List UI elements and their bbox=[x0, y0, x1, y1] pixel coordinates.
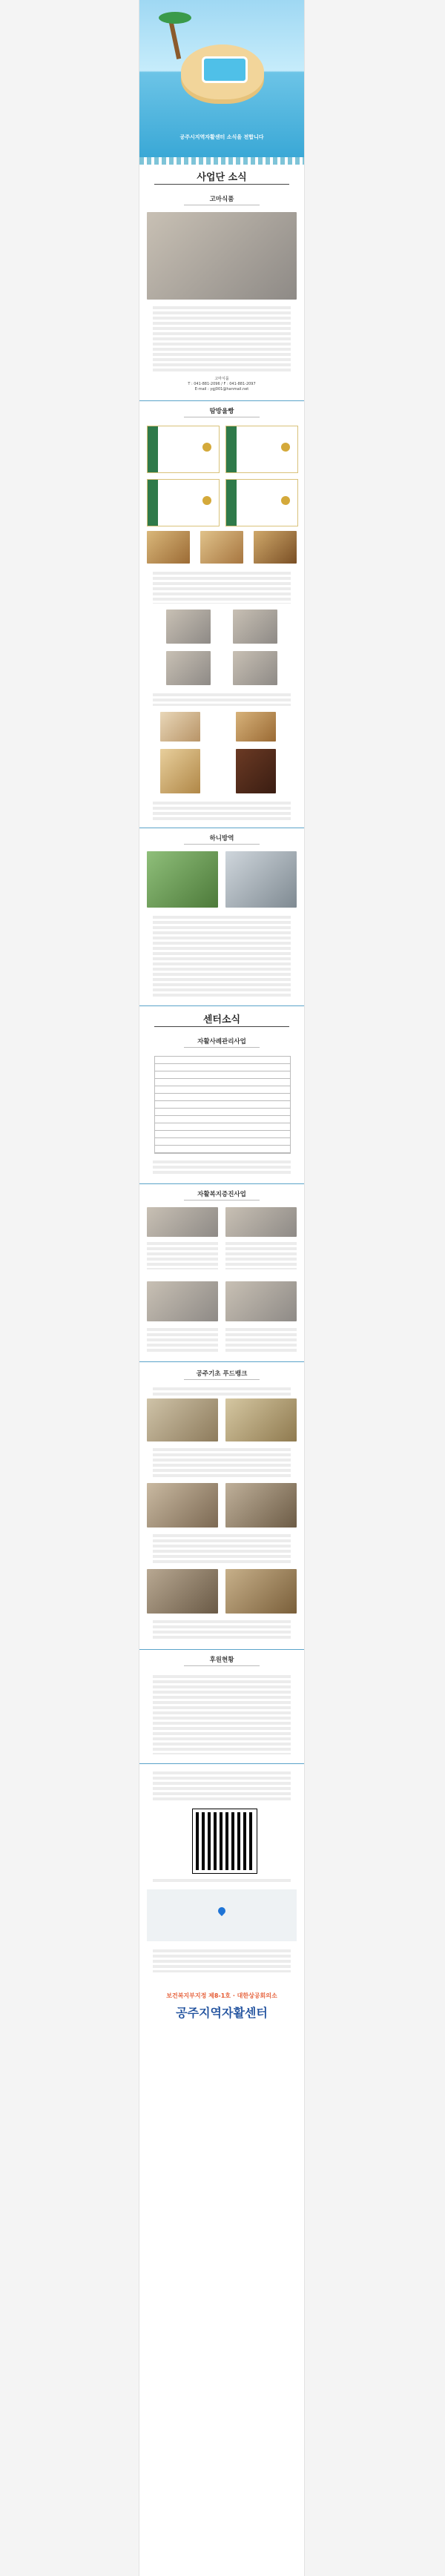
subsection-title-gomasikpum: 고마식품 bbox=[209, 196, 234, 203]
hanibang-body-text bbox=[153, 914, 291, 997]
product-photo bbox=[236, 749, 276, 793]
foodbank-body-text bbox=[153, 1532, 291, 1565]
gomasikpum-body-text bbox=[153, 304, 291, 372]
welfare-program-photo bbox=[147, 1207, 218, 1237]
map-pin-icon bbox=[217, 1906, 227, 1916]
palm-leaf-icon bbox=[159, 12, 191, 24]
foodbank-body-text bbox=[153, 1618, 291, 1640]
bread-product-photo bbox=[200, 531, 243, 564]
subsection-title-sponsor: 후원현황 bbox=[209, 1657, 234, 1664]
welfare-program-photo bbox=[225, 1281, 297, 1321]
section-title-center-news: 센터소식 bbox=[202, 1014, 241, 1026]
certificate-image bbox=[225, 426, 298, 473]
subsection-title-jahwal-welfare: 자활복지증진사업 bbox=[197, 1191, 246, 1198]
gomasikpum-contact-tel: T : 041-881-2096 / F : 041-881-2097 bbox=[188, 382, 256, 386]
welfare-program-caption bbox=[225, 1326, 297, 1353]
subsection-underline bbox=[184, 844, 260, 845]
foodbank-caption bbox=[153, 1385, 291, 1396]
foodbank-photo bbox=[147, 1398, 218, 1441]
product-photo bbox=[160, 712, 200, 742]
product-photo bbox=[236, 712, 276, 742]
sponsor-body-text bbox=[153, 1673, 291, 1754]
ttambangul-contact-text bbox=[153, 799, 291, 820]
foodbank-photo bbox=[225, 1398, 297, 1441]
section-separator bbox=[139, 1649, 304, 1650]
section-separator bbox=[139, 1361, 304, 1362]
ttambangul-body-text bbox=[153, 569, 291, 604]
hanibang-photo bbox=[225, 851, 297, 908]
newsletter-sheet bbox=[139, 0, 304, 2576]
decorative-stripe bbox=[139, 157, 304, 165]
jahwal-case-body-text bbox=[153, 1158, 291, 1176]
certificate-image bbox=[147, 479, 220, 526]
certificate-image bbox=[225, 479, 298, 526]
subsection-underline bbox=[184, 1379, 260, 1380]
gomasikpum-event-photo bbox=[147, 212, 297, 300]
welfare-program-caption bbox=[147, 1326, 218, 1353]
welfare-program-caption bbox=[225, 1240, 297, 1269]
qr-code-image[interactable] bbox=[193, 1809, 257, 1873]
subsection-title-hanibang: 하니방역 bbox=[209, 835, 234, 842]
pool-illustration bbox=[202, 56, 248, 83]
ttambangul-photo bbox=[166, 651, 211, 685]
footer-org-name: 공주지역자활센터 bbox=[176, 2006, 268, 2020]
section-separator bbox=[139, 1763, 304, 1764]
subsection-title-foodbank: 공주기초 푸드뱅크 bbox=[196, 1370, 248, 1378]
hanibang-photo bbox=[147, 851, 218, 908]
certificate-image bbox=[147, 426, 220, 473]
ttambangul-photo bbox=[233, 651, 277, 685]
section-divider bbox=[154, 1026, 289, 1027]
ttambangul-photo bbox=[166, 610, 211, 644]
address-contact-text bbox=[153, 1947, 291, 1972]
welfare-program-photo bbox=[147, 1281, 218, 1321]
gomasikpum-contact-email: E-mail : ygj001@hanmail.net bbox=[194, 387, 249, 392]
bread-product-photo bbox=[254, 531, 297, 564]
bread-product-photo bbox=[147, 531, 190, 564]
foodbank-photo bbox=[225, 1569, 297, 1614]
subsection-underline bbox=[184, 1200, 260, 1201]
footer-org-line: 보건복지부지정 제8-1호 · 대한상공회의소 bbox=[166, 1992, 277, 1999]
foodbank-photo bbox=[147, 1483, 218, 1528]
foodbank-photo bbox=[225, 1483, 297, 1528]
location-map[interactable] bbox=[147, 1889, 297, 1941]
qr-caption bbox=[153, 1877, 291, 1882]
subsection-title-jahwal-case: 자활사례관리사업 bbox=[197, 1038, 246, 1046]
case-management-table bbox=[154, 1056, 291, 1154]
subsection-title-ttambangul: 땀방울빵 bbox=[209, 408, 234, 415]
closing-message-text bbox=[153, 1769, 291, 1800]
welfare-program-caption bbox=[147, 1240, 218, 1269]
ttambangul-caption bbox=[153, 691, 291, 706]
subsection-underline bbox=[184, 1665, 260, 1666]
section-separator bbox=[139, 400, 304, 401]
ttambangul-photo bbox=[233, 610, 277, 644]
foodbank-photo bbox=[147, 1569, 218, 1614]
footer-logo bbox=[139, 1987, 304, 2039]
subsection-underline bbox=[184, 1047, 260, 1048]
welfare-program-photo bbox=[225, 1207, 297, 1237]
section-separator bbox=[139, 1183, 304, 1184]
section-separator bbox=[139, 1005, 304, 1006]
header-banner-illustration bbox=[139, 0, 304, 157]
gomasikpum-contact-name: 고마식품 bbox=[214, 377, 229, 381]
section-divider bbox=[154, 184, 289, 185]
section-title-business-news: 사업단 소식 bbox=[197, 172, 247, 183]
product-photo bbox=[160, 749, 200, 793]
banner-caption: 공주시지역자활센터 소식을 전합니다 bbox=[179, 134, 264, 140]
foodbank-body-text bbox=[153, 1446, 291, 1479]
